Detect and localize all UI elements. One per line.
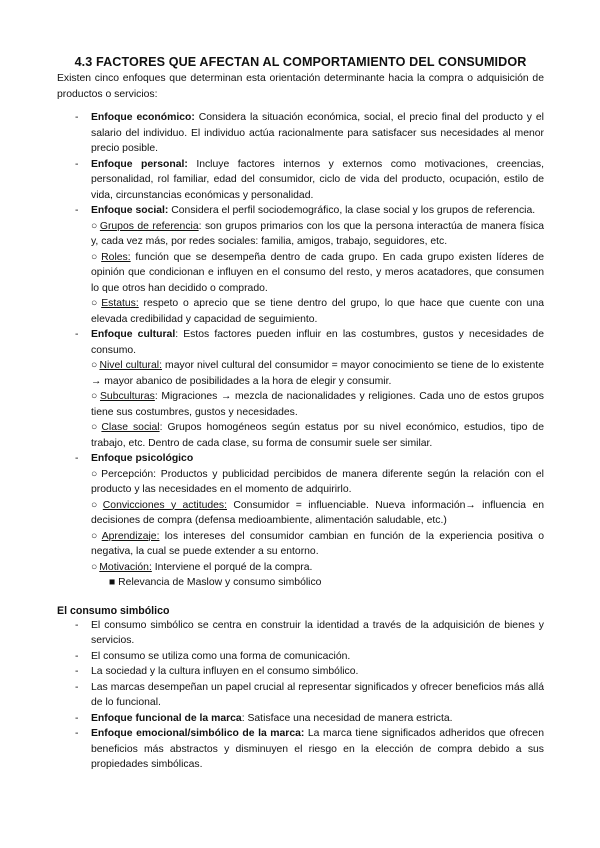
item-text: El consumo se utiliza como una forma de comunicación. (91, 650, 351, 662)
def-aprendizaje: los intereses del consumidor cambian en función de la experiencia positiva o negativa, la cual se puede extender a su entorno. (91, 530, 545, 557)
sub-item-motivacion (91, 560, 544, 576)
circle-bullet-icon: ○ (91, 360, 98, 371)
sub-item-roles (91, 250, 544, 297)
circle-bullet-icon: ○ (91, 561, 98, 573)
def-grupos: son grupos primarios con los que la persona interactúa de manera física y, cada vez más, por redes sociales: familia, amigos, trabajo, seguidores, etc. (91, 220, 544, 247)
item-text: La sociedad y la cultura influyen en el consumo simbólico. (91, 666, 359, 677)
term-convicciones: Convicciones y actitudes: (102, 499, 228, 511)
def-motivacion: Interviene el porqué de la compra. (151, 561, 313, 573)
def-clase: Grupos homogéneos según estatus por su nivel económico, estudios, tipo de trabajo, etc. Dentro de cada clase, su forma de consumir suele ser similar. (91, 422, 544, 449)
label-psicologico: Enfoque psicológico (91, 453, 194, 464)
simbolico-list (57, 618, 544, 773)
sub-item-estatus (91, 296, 544, 327)
item-text: : Satisface una necesidad de manera estricta. (241, 712, 453, 724)
sep-grupos: : (198, 220, 202, 232)
circle-bullet-icon: ○ (91, 422, 100, 433)
sep-subculturas: : (154, 391, 158, 402)
term-aprendizaje: Aprendizaje: (101, 530, 160, 542)
list-item-economico (57, 110, 544, 157)
def-nivel: mayor nivel cultural del consumidor = mayor conocimiento se tiene de lo existente → mayor abanico de posibilidades a la hora de elegir y consumir. (91, 360, 544, 387)
document-page (57, 55, 544, 773)
circle-bullet-icon: ○ (91, 251, 100, 263)
sub-item-grupos (91, 219, 544, 250)
sub-item-subculturas (91, 389, 544, 420)
circle-bullet-icon: ○ (91, 391, 98, 402)
list-item (57, 618, 544, 649)
term-nivel: Nivel cultural: (99, 360, 162, 371)
list-item (57, 664, 544, 680)
circle-bullet-icon: ○ (91, 468, 100, 480)
sub-item-clase (91, 420, 544, 451)
list-item-social (57, 203, 544, 327)
text-economico: Considera la situación económica, social, el precio final del producto y el salario del individuo. El individuo actúa racionalmente para satisfacer sus necesidades al menor precio posible. (91, 112, 544, 154)
term-roles: Roles: (101, 251, 131, 263)
circle-bullet-icon: ○ (91, 499, 101, 511)
text-cultural: : Estos factores pueden influir en las costumbres, gustos y necesidades de consumo. (91, 329, 544, 356)
circle-bullet-icon: ○ (91, 298, 100, 309)
sub-item-aprendizaje (91, 529, 544, 560)
term-clase: Clase social (101, 422, 160, 433)
label-economico: Enfoque económico: (91, 112, 195, 123)
item-text: El consumo simbólico se centra en construir la identidad a través de la adquisición de bienes y servicios. (91, 619, 544, 646)
list-item (57, 680, 544, 711)
label-cultural: Enfoque cultural (91, 329, 176, 340)
list-item-personal (57, 157, 544, 204)
square-bullet-icon: ■ (109, 577, 116, 588)
def-percepcion: Percepción: Productos y publicidad percibidos de manera diferente según la relación con el producto y las necesidades en el momento de adquirirlo. (91, 468, 544, 495)
sub-item-nivel (91, 358, 544, 389)
def-estatus: respeto o aprecio que se tiene dentro del grupo, lo que hace que cuente con una elevada credibilidad y capacidad de seguimiento. (91, 298, 545, 325)
enfoques-list (57, 110, 544, 591)
item-text: Las marcas desempeñan un papel crucial al representar significados y ofrecer beneficios más allá de lo funcional. (91, 681, 544, 708)
sep-clase: : (159, 422, 163, 433)
item-label: Enfoque funcional de la marca (91, 712, 242, 724)
text-maslow: Relevancia de Maslow y consumo simbólico (118, 577, 322, 588)
term-grupos: Grupos de referencia (99, 220, 199, 232)
section-heading-simbolico: El consumo simbólico (57, 604, 170, 617)
circle-bullet-icon: ○ (91, 220, 98, 232)
term-subculturas: Subculturas (99, 391, 155, 402)
text-social: Considera el perfil sociodemográfico, la clase social y los grupos de referencia. (168, 205, 536, 216)
list-item (57, 726, 544, 773)
intro-paragraph: Existen cinco enfoques que determinan esta orientación determinante hacia la compra o adquisición de productos o servicios: (57, 73, 544, 100)
label-social: Enfoque social: (91, 205, 169, 216)
def-subculturas: Migraciones → mezcla de nacionalidades y religiones. Cada uno de estos grupos tiene sus costumbres, gustos y necesidades. (91, 391, 544, 418)
label-personal: Enfoque personal: (91, 158, 188, 170)
sub-sub-item-maslow (91, 575, 544, 591)
def-convicciones: Consumidor = influenciable. Nueva información→ influencia en decisiones de compra (defensa medioambiente, alimentación saludable, etc.) (91, 499, 545, 526)
term-motivacion: Motivación: (99, 561, 152, 573)
circle-bullet-icon: ○ (91, 530, 100, 542)
list-item (57, 711, 544, 727)
section-title: 4.3 FACTORES QUE AFECTAN AL COMPORTAMIENTO DEL CONSUMIDOR (74, 55, 527, 69)
list-item-psicologico (57, 451, 544, 591)
sub-item-convicciones (91, 498, 544, 529)
text-personal: Incluye factores internos y externos como motivaciones, creencias, personalidad, rol familiar, edad del consumidor, ciclo de vida del producto, ocupación, estilo de vida, circunstancias económicas y personalidad. (91, 158, 544, 201)
list-item (57, 649, 544, 665)
def-roles: función que se desempeña dentro de cada grupo. En cada grupo existen líderes de opinión que condicionan e influyen en el consumo del resto, y meros acatadores, que consumen lo que otros han decidido o comprado. (91, 251, 545, 294)
term-estatus: Estatus: (101, 298, 139, 309)
list-item-cultural (57, 327, 544, 451)
item-label: Enfoque emocional/simbólico de la marca: (91, 728, 305, 739)
sub-item-percepcion (91, 467, 544, 498)
item-text: La marca tiene significados adheridos que ofrecen beneficios más abstractos y disminuyen el riesgo en la elección de compra debido a sus propiedades simbólicas. (91, 728, 544, 770)
